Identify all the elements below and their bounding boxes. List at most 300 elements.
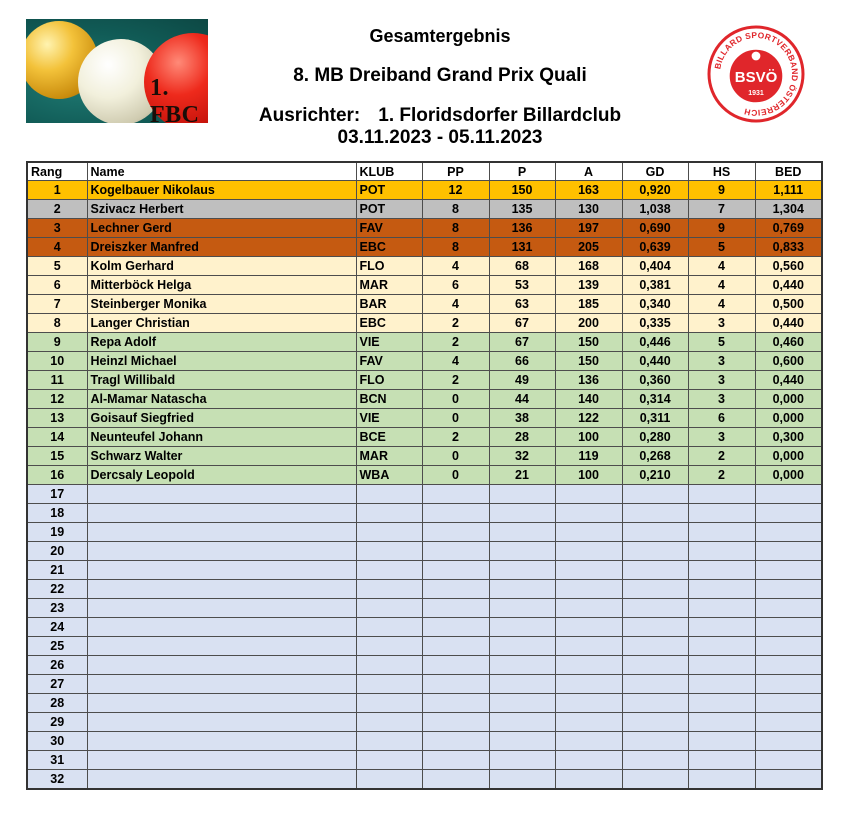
cell-klub	[356, 770, 422, 790]
cell-p: 150	[489, 181, 555, 200]
cell-name	[87, 770, 356, 790]
cell-bed	[755, 618, 822, 637]
cell-gd: 0,340	[622, 295, 688, 314]
cell-name	[87, 694, 356, 713]
cell-p	[489, 523, 555, 542]
cell-klub: MAR	[356, 276, 422, 295]
cell-gd	[622, 694, 688, 713]
cell-p	[489, 542, 555, 561]
cell-hs	[688, 694, 755, 713]
table-row	[27, 485, 822, 504]
cell-a: 163	[555, 181, 622, 200]
cell-pp: 8	[422, 219, 489, 238]
cell-rang: 15	[27, 447, 87, 466]
cell-gd: 0,268	[622, 447, 688, 466]
cell-pp	[422, 580, 489, 599]
cell-a: 122	[555, 409, 622, 428]
cell-pp: 2	[422, 333, 489, 352]
cell-a: 168	[555, 257, 622, 276]
cell-p	[489, 770, 555, 790]
cell-pp	[422, 751, 489, 770]
cell-a	[555, 485, 622, 504]
cell-bed	[755, 580, 822, 599]
cell-name	[87, 713, 356, 732]
cell-gd: 0,440	[622, 352, 688, 371]
cell-name: Lechner Gerd	[87, 219, 356, 238]
cell-pp: 2	[422, 371, 489, 390]
cell-hs	[688, 732, 755, 751]
cell-rang: 28	[27, 694, 87, 713]
table-row	[27, 219, 822, 238]
cell-gd: 0,404	[622, 257, 688, 276]
cell-name: Mitterböck Helga	[87, 276, 356, 295]
cell-p: 49	[489, 371, 555, 390]
cell-a: 100	[555, 466, 622, 485]
cell-rang: 22	[27, 580, 87, 599]
cell-bed: 1,111	[755, 181, 822, 200]
cell-name	[87, 637, 356, 656]
cell-p	[489, 656, 555, 675]
organizer-label: Ausrichter:	[258, 105, 361, 126]
cell-name: Repa Adolf	[87, 333, 356, 352]
cell-a	[555, 618, 622, 637]
cell-name: Dercsaly Leopold	[87, 466, 356, 485]
cell-klub: EBC	[356, 314, 422, 333]
cell-a	[555, 732, 622, 751]
cell-rang: 32	[27, 770, 87, 790]
cell-hs	[688, 713, 755, 732]
cell-gd: 0,335	[622, 314, 688, 333]
cell-pp: 0	[422, 466, 489, 485]
cell-hs: 5	[688, 333, 755, 352]
cell-a	[555, 599, 622, 618]
cell-gd	[622, 770, 688, 790]
cell-gd	[622, 504, 688, 523]
cell-klub: POT	[356, 181, 422, 200]
cell-gd	[622, 637, 688, 656]
cell-name	[87, 599, 356, 618]
cell-hs: 3	[688, 314, 755, 333]
cell-pp	[422, 713, 489, 732]
logo-cue-ball-icon	[751, 51, 761, 61]
cell-bed	[755, 770, 822, 790]
cell-name: Dreiszker Manfred	[87, 238, 356, 257]
cell-klub: FAV	[356, 219, 422, 238]
cell-name	[87, 732, 356, 751]
cell-name: Kolm Gerhard	[87, 257, 356, 276]
cell-pp	[422, 523, 489, 542]
cell-klub: EBC	[356, 238, 422, 257]
cell-gd: 0,210	[622, 466, 688, 485]
club-logo	[26, 19, 208, 123]
table-row	[27, 238, 822, 257]
cell-rang: 24	[27, 618, 87, 637]
cell-p: 63	[489, 295, 555, 314]
cell-gd: 0,311	[622, 409, 688, 428]
cell-a: 150	[555, 352, 622, 371]
cell-a: 205	[555, 238, 622, 257]
cell-hs	[688, 770, 755, 790]
cell-klub	[356, 732, 422, 751]
cell-rang: 17	[27, 485, 87, 504]
cell-p	[489, 485, 555, 504]
cell-name	[87, 656, 356, 675]
cell-a: 130	[555, 200, 622, 219]
cell-klub	[356, 485, 422, 504]
cell-name: Szivacz Herbert	[87, 200, 356, 219]
cell-bed: 0,440	[755, 371, 822, 390]
table-row	[27, 675, 822, 694]
cell-hs	[688, 523, 755, 542]
cell-rang: 20	[27, 542, 87, 561]
cell-klub: VIE	[356, 409, 422, 428]
cell-pp: 0	[422, 409, 489, 428]
cell-pp	[422, 599, 489, 618]
cell-pp: 4	[422, 352, 489, 371]
cell-p	[489, 618, 555, 637]
cell-gd	[622, 656, 688, 675]
cell-a	[555, 713, 622, 732]
cell-klub	[356, 618, 422, 637]
cell-pp: 2	[422, 314, 489, 333]
table-row	[27, 466, 822, 485]
cell-bed	[755, 637, 822, 656]
cell-hs	[688, 599, 755, 618]
table-row	[27, 732, 822, 751]
table-row	[27, 409, 822, 428]
cell-gd	[622, 561, 688, 580]
table-row	[27, 561, 822, 580]
cell-klub: FLO	[356, 257, 422, 276]
cell-hs	[688, 485, 755, 504]
cell-hs	[688, 561, 755, 580]
table-row	[27, 352, 822, 371]
cell-name: Al-Mamar Natascha	[87, 390, 356, 409]
column-header-gd: GD	[622, 162, 688, 181]
cell-hs: 9	[688, 181, 755, 200]
cell-a	[555, 580, 622, 599]
cell-a: 136	[555, 371, 622, 390]
table-row	[27, 447, 822, 466]
cell-pp	[422, 618, 489, 637]
cell-bed: 0,000	[755, 466, 822, 485]
column-header-p: P	[489, 162, 555, 181]
cell-gd	[622, 580, 688, 599]
column-header-rang: Rang	[27, 162, 87, 181]
table-row	[27, 333, 822, 352]
cell-gd	[622, 542, 688, 561]
table-row	[27, 390, 822, 409]
cell-rang: 2	[27, 200, 87, 219]
cell-hs	[688, 618, 755, 637]
cell-bed	[755, 694, 822, 713]
cell-name	[87, 580, 356, 599]
cell-p: 66	[489, 352, 555, 371]
cell-klub: BAR	[356, 295, 422, 314]
cell-pp	[422, 637, 489, 656]
cell-rang: 5	[27, 257, 87, 276]
table-row	[27, 770, 822, 790]
cell-rang: 30	[27, 732, 87, 751]
cell-a: 197	[555, 219, 622, 238]
cell-rang: 13	[27, 409, 87, 428]
cell-gd	[622, 523, 688, 542]
cell-gd: 0,314	[622, 390, 688, 409]
cell-hs	[688, 580, 755, 599]
event-name: 8. MB Dreiband Grand Prix Quali	[293, 65, 587, 86]
cell-hs: 9	[688, 219, 755, 238]
cell-p	[489, 580, 555, 599]
cell-pp: 4	[422, 257, 489, 276]
cell-rang: 12	[27, 390, 87, 409]
organizer-line	[220, 105, 660, 127]
cell-p	[489, 675, 555, 694]
logo-abbr: BSVÖ	[734, 69, 778, 86]
table-row	[27, 694, 822, 713]
cell-hs: 6	[688, 409, 755, 428]
cell-gd: 0,639	[622, 238, 688, 257]
cell-rang: 11	[27, 371, 87, 390]
cell-a	[555, 675, 622, 694]
cell-name	[87, 542, 356, 561]
cell-pp	[422, 694, 489, 713]
column-header-bed: BED	[755, 162, 822, 181]
cell-gd: 0,920	[622, 181, 688, 200]
cell-klub: WBA	[356, 466, 422, 485]
cell-name: Kogelbauer Nikolaus	[87, 181, 356, 200]
cell-bed	[755, 732, 822, 751]
cell-bed	[755, 542, 822, 561]
table-header-row	[27, 162, 822, 181]
cell-p: 67	[489, 333, 555, 352]
cell-gd: 0,690	[622, 219, 688, 238]
club-logo-text: 1. FBC	[150, 75, 200, 123]
cell-gd	[622, 751, 688, 770]
table-row	[27, 371, 822, 390]
cell-klub: FLO	[356, 371, 422, 390]
cell-gd: 0,381	[622, 276, 688, 295]
cell-rang: 14	[27, 428, 87, 447]
cell-rang: 23	[27, 599, 87, 618]
cell-name: Schwarz Walter	[87, 447, 356, 466]
cell-rang: 4	[27, 238, 87, 257]
cell-a	[555, 751, 622, 770]
cell-rang: 29	[27, 713, 87, 732]
cell-rang: 16	[27, 466, 87, 485]
cell-hs: 3	[688, 428, 755, 447]
cell-klub: VIE	[356, 333, 422, 352]
cell-bed: 0,833	[755, 238, 822, 257]
cell-gd	[622, 713, 688, 732]
cell-bed	[755, 675, 822, 694]
cell-bed	[755, 751, 822, 770]
cell-bed: 0,560	[755, 257, 822, 276]
cell-p: 44	[489, 390, 555, 409]
cell-p: 68	[489, 257, 555, 276]
cell-klub: MAR	[356, 447, 422, 466]
event-dates: 03.11.2023 - 05.11.2023	[337, 127, 543, 148]
cell-rang: 31	[27, 751, 87, 770]
cell-p	[489, 599, 555, 618]
logo-ring-text: BILLARD SPORTVERBAND ÖSTERREICH	[712, 29, 801, 119]
cell-gd	[622, 675, 688, 694]
cell-hs	[688, 542, 755, 561]
cell-name: Heinzl Michael	[87, 352, 356, 371]
cell-name: Langer Christian	[87, 314, 356, 333]
cell-bed	[755, 713, 822, 732]
cell-klub: BCE	[356, 428, 422, 447]
cell-name	[87, 485, 356, 504]
cell-p	[489, 751, 555, 770]
cell-klub	[356, 542, 422, 561]
cell-p: 131	[489, 238, 555, 257]
cell-hs: 4	[688, 295, 755, 314]
cell-bed: 1,304	[755, 200, 822, 219]
cell-klub	[356, 751, 422, 770]
cell-name	[87, 618, 356, 637]
cell-bed: 0,500	[755, 295, 822, 314]
bsvo-logo	[706, 24, 806, 124]
cell-name	[87, 675, 356, 694]
cell-rang: 21	[27, 561, 87, 580]
cell-klub: FAV	[356, 352, 422, 371]
cell-rang: 10	[27, 352, 87, 371]
cell-rang: 3	[27, 219, 87, 238]
cell-a: 140	[555, 390, 622, 409]
table-row	[27, 314, 822, 333]
cell-rang: 19	[27, 523, 87, 542]
cell-hs: 2	[688, 447, 755, 466]
table-row	[27, 295, 822, 314]
table-row	[27, 751, 822, 770]
cell-hs: 5	[688, 238, 755, 257]
cell-gd	[622, 618, 688, 637]
cell-rang: 1	[27, 181, 87, 200]
cell-a	[555, 770, 622, 790]
cell-pp: 0	[422, 390, 489, 409]
cell-a: 139	[555, 276, 622, 295]
cell-p	[489, 637, 555, 656]
cell-hs: 7	[688, 200, 755, 219]
cell-klub	[356, 675, 422, 694]
cell-p: 67	[489, 314, 555, 333]
cell-p: 38	[489, 409, 555, 428]
cell-gd	[622, 485, 688, 504]
cell-a	[555, 542, 622, 561]
cell-gd: 0,360	[622, 371, 688, 390]
cell-bed	[755, 561, 822, 580]
column-header-a: A	[555, 162, 622, 181]
cell-hs	[688, 675, 755, 694]
cell-pp: 6	[422, 276, 489, 295]
cell-klub	[356, 580, 422, 599]
cell-name: Tragl Willibald	[87, 371, 356, 390]
cell-a: 185	[555, 295, 622, 314]
cell-a: 119	[555, 447, 622, 466]
cell-p: 28	[489, 428, 555, 447]
cell-pp: 2	[422, 428, 489, 447]
cell-pp: 12	[422, 181, 489, 200]
cell-rang: 26	[27, 656, 87, 675]
cell-bed	[755, 599, 822, 618]
cell-p	[489, 732, 555, 751]
cell-name	[87, 561, 356, 580]
cell-pp: 4	[422, 295, 489, 314]
column-header-name: Name	[87, 162, 356, 181]
cell-p: 136	[489, 219, 555, 238]
cell-p: 21	[489, 466, 555, 485]
table-row	[27, 200, 822, 219]
table-row	[27, 580, 822, 599]
cell-name: Neunteufel Johann	[87, 428, 356, 447]
cell-klub	[356, 504, 422, 523]
cell-pp	[422, 675, 489, 694]
table-row	[27, 542, 822, 561]
cell-klub	[356, 561, 422, 580]
table-body	[27, 181, 822, 790]
cell-bed	[755, 504, 822, 523]
cell-a	[555, 656, 622, 675]
cell-a: 200	[555, 314, 622, 333]
cell-a	[555, 694, 622, 713]
cell-rang: 7	[27, 295, 87, 314]
cell-p: 32	[489, 447, 555, 466]
table-row	[27, 618, 822, 637]
cell-name	[87, 523, 356, 542]
cell-p: 53	[489, 276, 555, 295]
cell-p	[489, 504, 555, 523]
cell-hs	[688, 656, 755, 675]
cell-gd: 1,038	[622, 200, 688, 219]
cell-hs: 3	[688, 390, 755, 409]
cell-klub	[356, 694, 422, 713]
table-row	[27, 428, 822, 447]
cell-pp	[422, 542, 489, 561]
cell-name	[87, 504, 356, 523]
page-title: Gesamtergebnis	[369, 26, 511, 46]
cell-klub	[356, 713, 422, 732]
cell-name: Steinberger Monika	[87, 295, 356, 314]
cell-rang: 9	[27, 333, 87, 352]
cell-p: 135	[489, 200, 555, 219]
cell-bed	[755, 656, 822, 675]
cell-bed: 0,300	[755, 428, 822, 447]
column-header-pp: PP	[422, 162, 489, 181]
cell-pp	[422, 656, 489, 675]
table-row	[27, 257, 822, 276]
cell-klub	[356, 523, 422, 542]
cell-pp	[422, 504, 489, 523]
cell-hs	[688, 751, 755, 770]
cell-a: 100	[555, 428, 622, 447]
cell-a: 150	[555, 333, 622, 352]
logo-year: 1931	[748, 90, 764, 97]
cell-bed: 0,000	[755, 390, 822, 409]
cell-bed: 0,440	[755, 276, 822, 295]
cell-pp	[422, 770, 489, 790]
cell-pp: 8	[422, 200, 489, 219]
cell-gd	[622, 599, 688, 618]
table-row	[27, 523, 822, 542]
cell-gd: 0,280	[622, 428, 688, 447]
cell-klub	[356, 599, 422, 618]
cell-bed: 0,600	[755, 352, 822, 371]
cell-p	[489, 561, 555, 580]
cell-hs	[688, 637, 755, 656]
column-header-hs: HS	[688, 162, 755, 181]
cell-bed: 0,440	[755, 314, 822, 333]
column-header-klub: KLUB	[356, 162, 422, 181]
